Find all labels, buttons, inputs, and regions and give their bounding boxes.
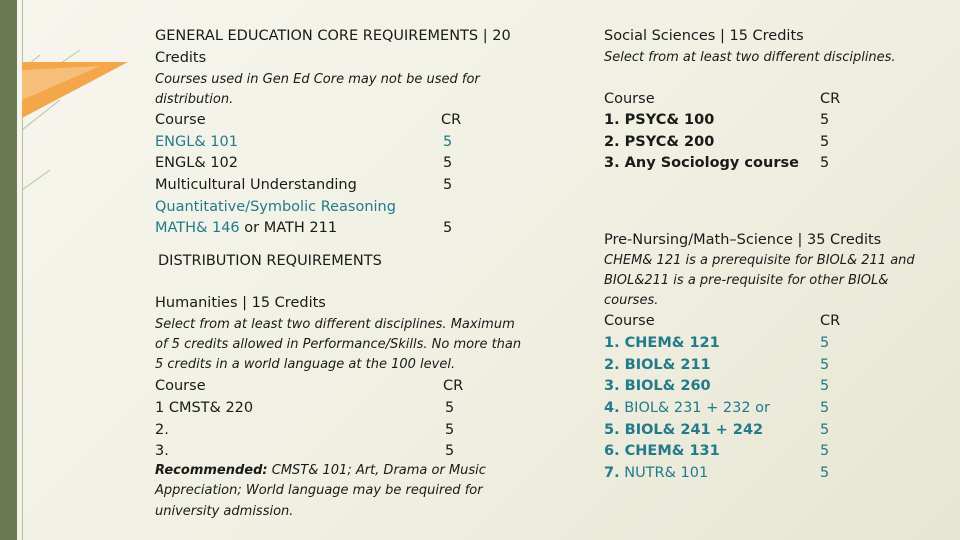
- social-course: 3. Any Sociology course: [604, 155, 799, 171]
- social-course: 1. PSYC& 100: [604, 112, 715, 128]
- course-header: Course: [155, 112, 206, 128]
- gen-ed-course: Multicultural Understanding: [155, 177, 357, 193]
- cr-header: CR: [441, 112, 462, 128]
- humanities-course: 3.: [155, 443, 169, 459]
- cr-header: CR: [820, 91, 841, 107]
- prenursing-cr: 5: [820, 443, 830, 459]
- gen-ed-cr: 5: [443, 220, 453, 236]
- course-header: Course: [604, 313, 655, 329]
- prenursing-note: courses.: [604, 293, 659, 308]
- humanities-note: 5 credits in a world language at the 100 level.: [155, 357, 456, 372]
- prenursing-course: 6. CHEM& 131: [604, 443, 720, 459]
- prenursing-course: 7. NUTR& 101: [604, 465, 709, 481]
- humanities-course: 2.: [155, 422, 169, 438]
- prenursing-note: CHEM& 121 is a prerequisite for BIOL& 211 and: [604, 253, 915, 268]
- gen-ed-course: Quantitative/Symbolic Reasoning: [155, 199, 396, 215]
- prenursing-cr: 5: [820, 465, 830, 481]
- cr-header: CR: [443, 378, 464, 394]
- prenursing-course: 5. BIOL& 241 + 242: [604, 422, 764, 438]
- prenursing-course: 3. BIOL& 260: [604, 378, 711, 394]
- prenursing-cr: 5: [820, 357, 830, 373]
- humanities-note: of 5 credits allowed in Performance/Skills. No more than: [155, 337, 522, 352]
- cr-header: CR: [820, 313, 841, 329]
- prenursing-cr: 5: [820, 335, 830, 351]
- humanities-course: 1 CMST& 220: [155, 400, 254, 416]
- recommended-note: Recommended: CMST& 101; Art, Drama or Music: [155, 463, 486, 478]
- social-cr: 5: [820, 134, 830, 150]
- humanities-note: Select from at least two different disciplines. Maximum: [155, 317, 515, 332]
- gen-ed-course: ENGL& 102: [155, 155, 238, 171]
- social-cr: 5: [820, 155, 830, 171]
- gen-ed-credits: Credits: [155, 50, 207, 66]
- gen-ed-note: Courses used in Gen Ed Core may not be used for: [155, 72, 480, 87]
- social-note: Select from at least two different disciplines.: [604, 50, 896, 65]
- prenursing-course: 1. CHEM& 121: [604, 335, 720, 351]
- social-cr: 5: [820, 112, 830, 128]
- gen-ed-note: distribution.: [155, 92, 234, 107]
- distribution-title: DISTRIBUTION REQUIREMENTS: [158, 253, 382, 269]
- prenursing-note: BIOL&211 is a pre-requisite for other BIOL&: [604, 273, 889, 288]
- humanities-cr: 5: [445, 443, 455, 459]
- prenursing-cr: 5: [820, 378, 830, 394]
- gen-ed-cr: 5: [443, 155, 453, 171]
- prenursing-title: Pre-Nursing/Math–Science | 35 Credits: [604, 232, 882, 248]
- humanities-title: Humanities | 15 Credits: [155, 295, 326, 311]
- humanities-cr: 5: [445, 400, 455, 416]
- humanities-cr: 5: [445, 422, 455, 438]
- gen-ed-cr: 5: [443, 134, 453, 150]
- course-header: Course: [155, 378, 206, 394]
- prenursing-course: 2. BIOL& 211: [604, 357, 711, 373]
- prenursing-cr: 5: [820, 422, 830, 438]
- gen-ed-title: GENERAL EDUCATION CORE REQUIREMENTS | 20: [155, 28, 511, 44]
- recommended-note: Appreciation; World language may be required for: [155, 483, 483, 498]
- prenursing-course: 4. BIOL& 231 + 232 or: [604, 400, 771, 416]
- recommended-note: university admission.: [155, 504, 294, 519]
- social-title: Social Sciences | 15 Credits: [604, 28, 804, 44]
- course-header: Course: [604, 91, 655, 107]
- prenursing-cr: 5: [820, 400, 830, 416]
- social-course: 2. PSYC& 200: [604, 134, 715, 150]
- gen-ed-course: MATH& 146 or MATH 211: [155, 220, 338, 236]
- gen-ed-course: ENGL& 101: [155, 134, 238, 150]
- decorative-arrows: [0, 0, 140, 540]
- gen-ed-cr: 5: [443, 177, 453, 193]
